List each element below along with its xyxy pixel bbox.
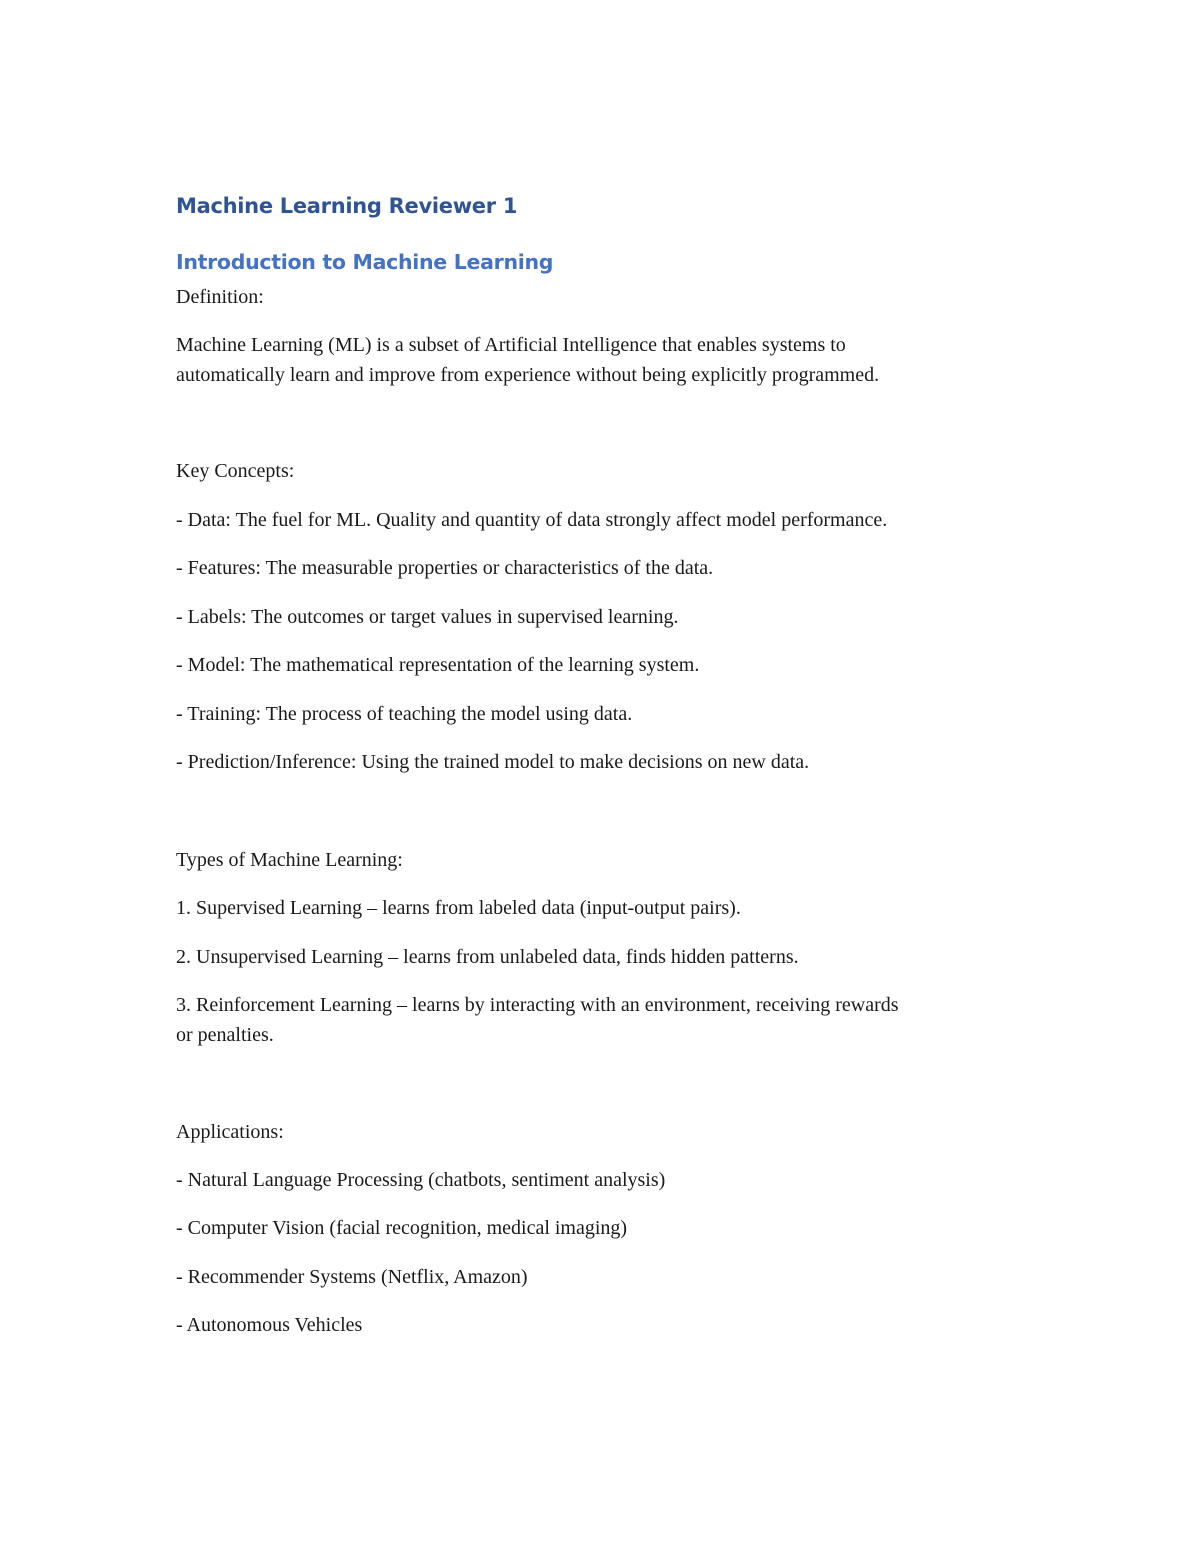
key-concept-item: - Features: The measurable properties or characteristics of the data. bbox=[176, 557, 714, 579]
application-item: - Autonomous Vehicles bbox=[176, 1314, 363, 1336]
document-title: Machine Learning Reviewer 1 bbox=[176, 194, 518, 218]
key-concept-item: - Labels: The outcomes or target values in supervised learning. bbox=[176, 606, 679, 628]
definition-text-line-1: Machine Learning (ML) is a subset of Artificial Intelligence that enables systems to bbox=[176, 334, 846, 356]
type-item-continuation: or penalties. bbox=[176, 1024, 274, 1046]
key-concept-item: - Data: The fuel for ML. Quality and quantity of data strongly affect model performance. bbox=[176, 509, 888, 531]
section-heading: Introduction to Machine Learning bbox=[176, 250, 554, 274]
types-label: Types of Machine Learning: bbox=[176, 849, 403, 871]
key-concept-item: - Model: The mathematical representation of the learning system. bbox=[176, 654, 700, 676]
application-item: - Recommender Systems (Netflix, Amazon) bbox=[176, 1266, 528, 1288]
definition-text-line-2: automatically learn and improve from experience without being explicitly programmed. bbox=[176, 364, 880, 386]
key-concept-item: - Prediction/Inference: Using the trained model to make decisions on new data. bbox=[176, 751, 810, 773]
type-item: 2. Unsupervised Learning – learns from unlabeled data, finds hidden patterns. bbox=[176, 946, 799, 968]
applications-label: Applications: bbox=[176, 1121, 284, 1143]
application-item: - Computer Vision (facial recognition, medical imaging) bbox=[176, 1217, 628, 1239]
application-item: - Natural Language Processing (chatbots, sentiment analysis) bbox=[176, 1169, 666, 1191]
type-item: 1. Supervised Learning – learns from labeled data (input-output pairs). bbox=[176, 897, 741, 919]
definition-label: Definition: bbox=[176, 286, 264, 308]
type-item: 3. Reinforcement Learning – learns by interacting with an environment, receiving rewards bbox=[176, 994, 899, 1016]
key-concepts-label: Key Concepts: bbox=[176, 460, 295, 482]
key-concept-item: - Training: The process of teaching the model using data. bbox=[176, 703, 633, 725]
